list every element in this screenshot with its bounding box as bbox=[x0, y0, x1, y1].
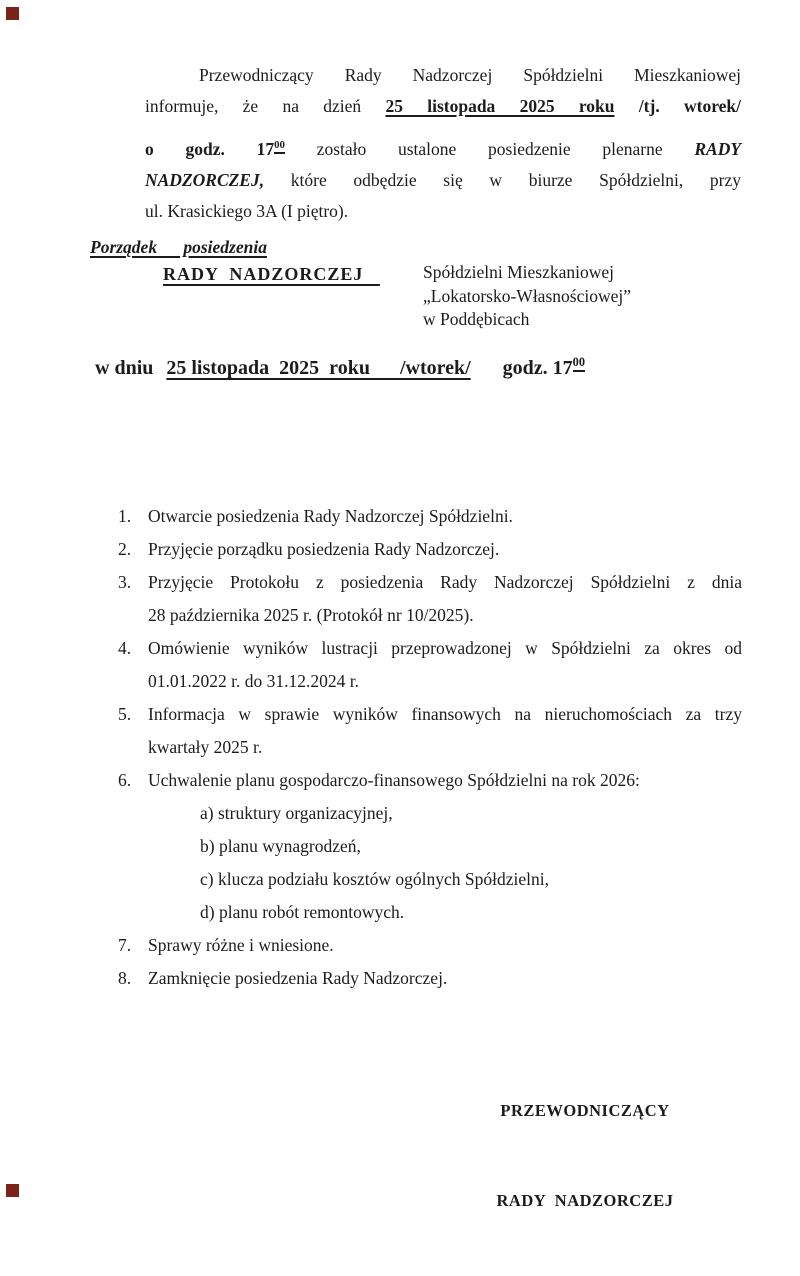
signature-block bbox=[460, 1036, 710, 1276]
item-text: 28 października 2025 r. (Protokół nr 10/2025). bbox=[148, 605, 474, 625]
intro-text: które odbędzie się w biurze Spółdzielni, przy bbox=[290, 170, 742, 190]
item-number: 4. bbox=[118, 638, 132, 658]
agenda-list bbox=[118, 500, 742, 995]
intro-text: informuje, że na dzień bbox=[145, 96, 362, 116]
board-name-emph: RADY bbox=[694, 139, 742, 159]
intro-line-2 bbox=[145, 91, 741, 122]
agenda-item-6 bbox=[118, 764, 742, 929]
item-text: 01.01.2022 r. do 31.12.2024 r. bbox=[148, 671, 359, 691]
agenda-item-2 bbox=[118, 533, 742, 566]
intro-paragraph bbox=[145, 60, 741, 227]
address-text: ul. Krasickiego 3A (I piętro). bbox=[145, 201, 349, 221]
order-of-meeting-heading: Porządek posiedzenia bbox=[90, 237, 267, 257]
time-label: godz. 17 bbox=[502, 357, 573, 379]
item-number: 3. bbox=[118, 572, 132, 592]
meeting-time: o godz. 17 bbox=[145, 139, 275, 159]
item-text: Przyjęcie Protokołu z posiedzenia Rady Nadzorczej Spółdzielni z dnia bbox=[148, 572, 742, 592]
agenda-item-5 bbox=[118, 698, 742, 764]
agenda-item-8 bbox=[118, 962, 742, 995]
signature-board-line: RADY NADZORCZEJ bbox=[496, 1191, 674, 1210]
agenda-subitem-c: c) klucza podziału kosztów ogólnych Spółdzielni, bbox=[200, 869, 549, 889]
item-text: Sprawy różne i wniesione. bbox=[148, 935, 334, 955]
item-number: 1. bbox=[118, 506, 132, 526]
intro-line-3 bbox=[145, 134, 741, 165]
intro-text: Przewodniczący Rady Nadzorczej Spółdzielni Mieszkaniowej bbox=[199, 65, 741, 85]
item-text: kwartały 2025 r. bbox=[148, 737, 263, 757]
corner-mark-top-left bbox=[6, 7, 19, 20]
item-text: Omówienie wyników lustracji przeprowadzonej w Spółdzielni za okres od bbox=[148, 638, 742, 658]
item-text: Zamknięcie posiedzenia Rady Nadzorczej. bbox=[148, 968, 448, 988]
item-number: 6. bbox=[118, 770, 132, 790]
intro-line-4 bbox=[145, 165, 741, 196]
organization-line: „Lokatorsko-Własnościowej” bbox=[423, 285, 631, 306]
agenda-item-4 bbox=[118, 632, 742, 698]
corner-mark-bottom-left bbox=[6, 1184, 19, 1197]
agenda-subitem-a: a) struktury organizacyjnej, bbox=[200, 803, 393, 823]
date-underlined: 25 listopada 2025 roku /wtorek/ bbox=[166, 357, 471, 379]
organization-line: w Poddębicach bbox=[423, 309, 530, 329]
item-text: Przyjęcie porządku posiedzenia Rady Nadzorczej. bbox=[148, 539, 500, 559]
supervisory-board-heading: RADY NADZORCZEJ bbox=[163, 264, 380, 284]
item-text: Informacja w sprawie wyników finansowych na nieruchomościach za trzy bbox=[148, 704, 742, 724]
intro-line-1 bbox=[145, 60, 741, 91]
item-text: Uchwalenie planu gospodarczo-finansowego Spółdzielni na rok 2026: bbox=[148, 770, 640, 790]
weekday-note: /tj. wtorek/ bbox=[638, 96, 742, 116]
intro-text: zostało ustalone posiedzenie plenarne bbox=[316, 139, 663, 159]
meeting-date: 25 listopada 2025 roku bbox=[385, 96, 615, 116]
organization-line: Spółdzielni Mieszkaniowej bbox=[423, 262, 615, 282]
date-line-prefix: w dniu bbox=[95, 357, 154, 379]
agenda-subitem-b: b) planu wynagrodzeń, bbox=[200, 836, 361, 856]
agenda-subitem-d: d) planu robót remontowych. bbox=[200, 902, 405, 922]
item-number: 7. bbox=[118, 935, 132, 955]
time-superscript: 00 bbox=[573, 355, 585, 372]
agenda-item-1 bbox=[118, 500, 742, 533]
signature-title-line: PRZEWODNICZĄCY bbox=[500, 1101, 670, 1120]
item-text: Otwarcie posiedzenia Rady Nadzorczej Spółdzielni. bbox=[148, 506, 513, 526]
intro-line-5 bbox=[145, 196, 741, 227]
agenda-item-3 bbox=[118, 566, 742, 632]
item-number: 2. bbox=[118, 539, 132, 559]
time-superscript: 00 bbox=[274, 139, 285, 154]
item-number: 5. bbox=[118, 704, 132, 724]
meeting-date-line bbox=[95, 357, 585, 380]
organization-name bbox=[423, 261, 631, 332]
board-name-emph: NADZORCZEJ, bbox=[145, 170, 265, 190]
item-number: 8. bbox=[118, 968, 132, 988]
agenda-item-7 bbox=[118, 929, 742, 962]
